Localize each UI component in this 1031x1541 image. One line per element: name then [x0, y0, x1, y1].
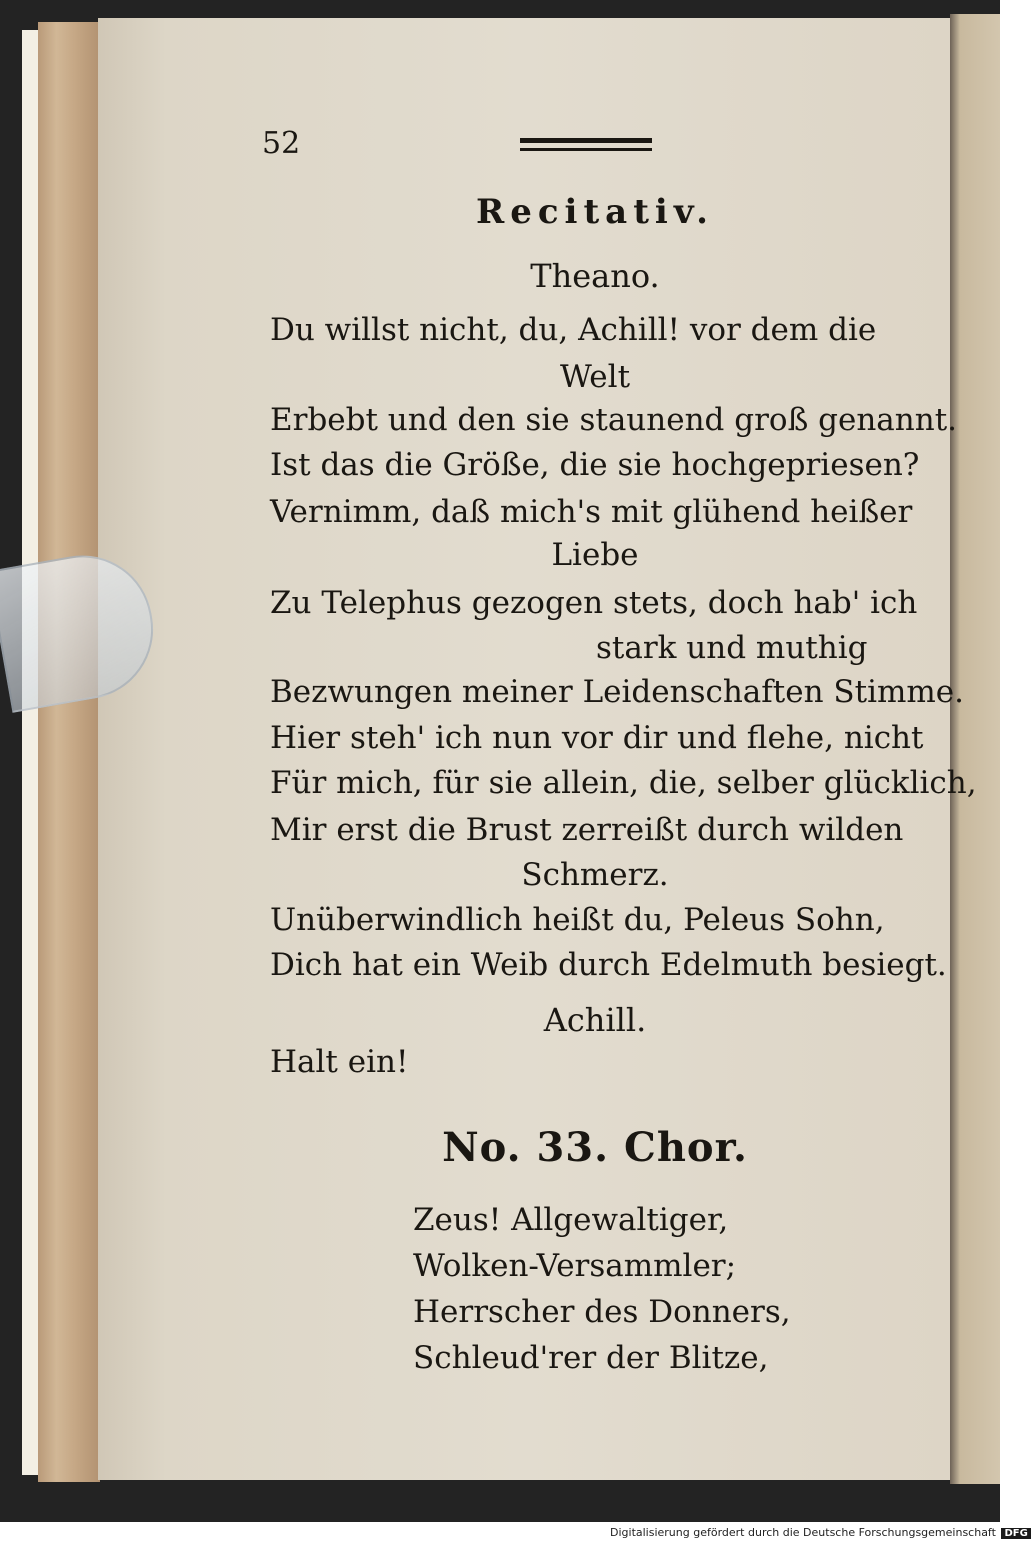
header-rule-thick [520, 138, 652, 143]
text-line: Erbebt und den sie staunend groß genannt. [270, 402, 958, 438]
chor-heading: No. 33. Chor. [442, 1124, 748, 1171]
page-edge-brown [38, 22, 100, 1482]
chor-line: Schleud'rer der Blitze, [413, 1340, 769, 1376]
speaker-theano: Theano. [530, 257, 660, 295]
text-line: Für mich, für sie allein, die, selber glücklich, [270, 765, 977, 801]
footer-credit [610, 1526, 1031, 1539]
chor-line: Herrscher des Donners, [413, 1294, 791, 1330]
text-line: Du willst nicht, du, Achill! vor dem die [270, 312, 877, 348]
footer-text: Digitalisierung gefördert durch die Deutsche Forschungsgemeinschaft [610, 1526, 996, 1539]
header-rule-thin [520, 148, 652, 151]
chor-line: Wolken-Versammler; [413, 1248, 737, 1284]
text-line: Halt ein! [270, 1044, 409, 1080]
page-number: 52 [262, 126, 301, 161]
text-line: Schmerz. [521, 857, 669, 893]
text-line: Bezwungen meiner Leidenschaften Stimme. [270, 674, 964, 710]
text-line: Ist das die Größe, die sie hochgepriesen? [270, 447, 920, 483]
facing-page-edge [950, 14, 1000, 1484]
text-line: Liebe [551, 537, 639, 573]
text-line: stark und muthig [596, 630, 868, 666]
chor-line: Zeus! Allgewaltiger, [413, 1202, 729, 1238]
section-heading: Recitativ. [475, 192, 715, 232]
text-line: Vernimm, daß mich's mit glühend heißer [270, 494, 913, 530]
text-line: Zu Telephus gezogen stets, doch hab' ich [270, 585, 918, 621]
text-line: Mir erst die Brust zerreißt durch wilden [270, 812, 904, 848]
text-line: Hier steh' ich nun vor dir und flehe, nicht [270, 720, 924, 756]
text-line: Dich hat ein Weib durch Edelmuth besiegt. [270, 947, 947, 983]
text-line: Welt [559, 359, 631, 395]
text-line: Unüberwindlich heißt du, Peleus Sohn, [270, 902, 885, 938]
dfg-logo: DFG [1001, 1528, 1030, 1539]
speaker-achill: Achill. [543, 1001, 647, 1039]
